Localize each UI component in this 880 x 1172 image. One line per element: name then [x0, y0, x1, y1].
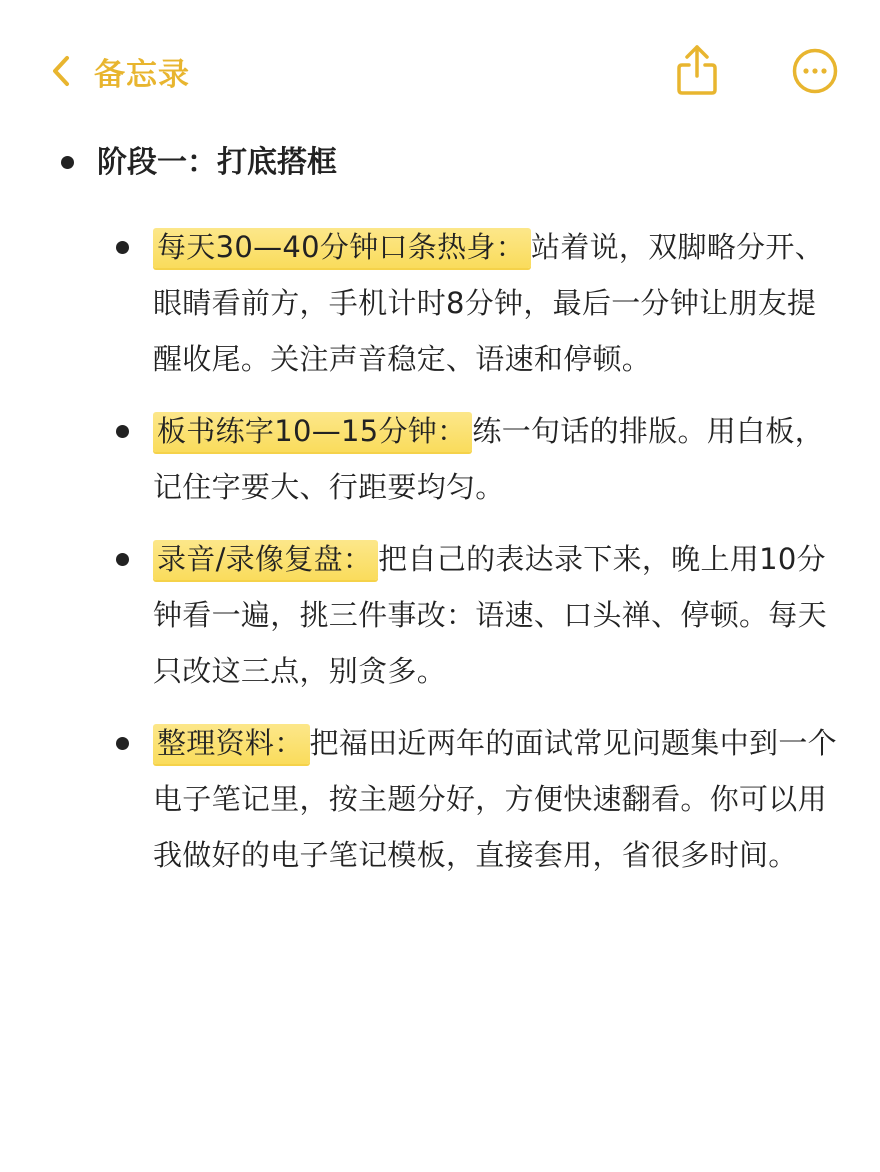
list-item	[0, 531, 880, 699]
list-item-stage-heading	[0, 135, 880, 191]
list-item-text	[153, 715, 840, 883]
item-body: 把自己的表达录下来，晚上用10分钟看一遍，挑三件事改：语速、口头禅、停顿。每天只改这三点，别贪多。	[153, 542, 827, 688]
item-body: 把福田近两年的面试常见问题集中到一个电子笔记里，按主题分好，方便快速翻看。你可以用我做好的电子笔记模板，直接套用，省很多时间。	[153, 726, 837, 872]
item-body: 练一句话的排版。用白板，记住字要大、行距要均匀。	[153, 414, 825, 504]
sub-list	[0, 219, 880, 883]
highlighted-label: 每天30—40分钟口条热身：	[153, 228, 531, 268]
highlighted-label: 录音/录像复盘：	[153, 540, 378, 580]
list-item	[0, 219, 880, 387]
bullet-icon	[116, 553, 129, 566]
highlighted-label: 整理资料：	[153, 724, 310, 764]
share-icon	[674, 83, 720, 102]
bullet-icon	[116, 241, 129, 254]
bullet-icon	[116, 737, 129, 750]
chevron-left-icon	[50, 51, 80, 91]
more-icon	[791, 80, 839, 99]
more-button[interactable]	[791, 47, 839, 95]
back-label: 备忘录	[94, 56, 190, 93]
bullet-icon	[61, 156, 74, 169]
list-item-text	[153, 531, 840, 699]
note-content[interactable]	[0, 135, 880, 899]
item-body: 站着说，双脚略分开、眼睛看前方，手机计时8分钟，最后一分钟让朋友提醒收尾。关注声音稳定、语速和停顿。	[153, 230, 825, 376]
list-item-text	[153, 403, 840, 515]
stage-heading: 阶段一：打底搭框	[97, 145, 337, 180]
back-button[interactable]	[50, 46, 190, 96]
navigation-bar	[0, 38, 880, 104]
list-item	[0, 715, 880, 883]
bullet-icon	[116, 425, 129, 438]
share-button[interactable]	[674, 42, 720, 98]
highlighted-label: 板书练字10—15分钟：	[153, 412, 472, 452]
list-item-text	[153, 219, 840, 387]
list-item	[0, 403, 880, 515]
